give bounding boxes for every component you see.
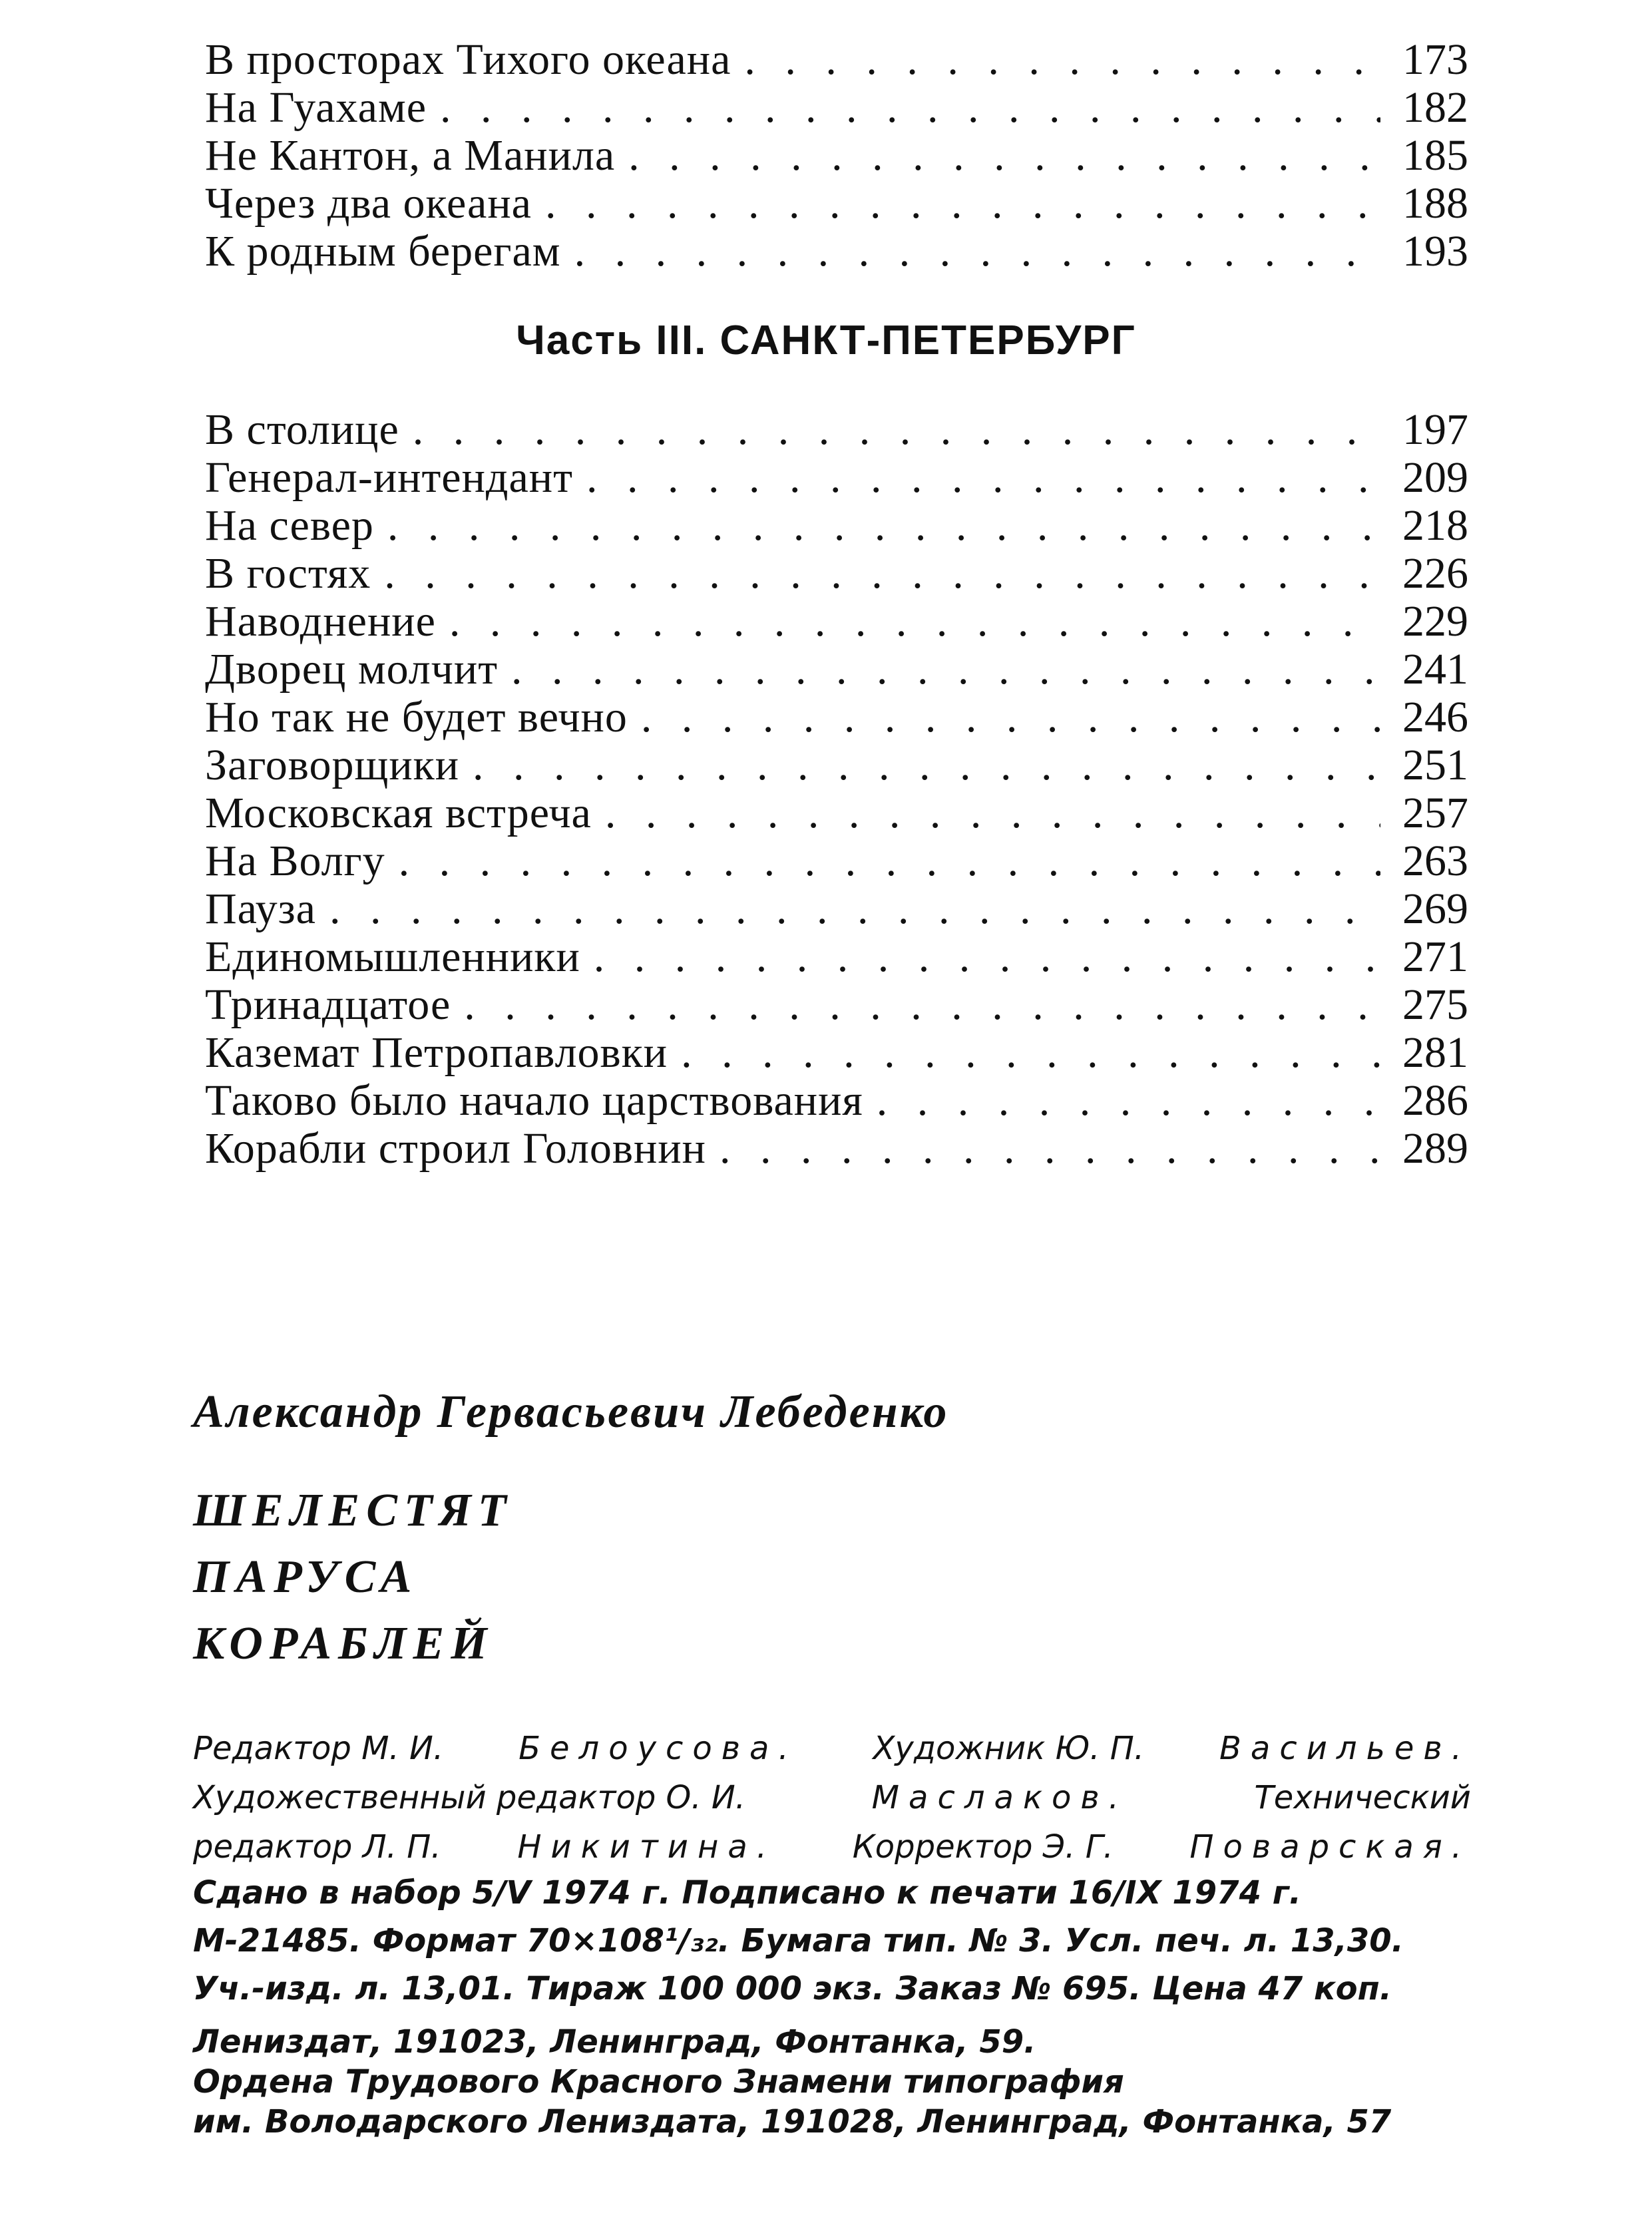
- toc-entry-title: Через два океана: [205, 179, 532, 228]
- toc-entry-page: 197: [1402, 405, 1468, 454]
- toc-entry: [205, 981, 1468, 1029]
- credits-name: Никитина.: [517, 1828, 776, 1866]
- toc-leader-dots: [720, 1125, 1380, 1173]
- toc-entry: [205, 1077, 1468, 1125]
- toc-entry: [205, 406, 1468, 454]
- toc-entry: [205, 36, 1468, 84]
- toc-entry: [205, 228, 1468, 276]
- toc-entry: [205, 646, 1468, 694]
- print-details-line: М-21485. Формат 70×108¹/₃₂. Бумага тип. № 3. Усл. печ. л. 13,30.: [193, 1922, 1404, 1959]
- toc-entry-page: 188: [1402, 179, 1468, 228]
- toc-entry: [205, 789, 1468, 837]
- toc-entry: [205, 933, 1468, 981]
- toc-entry-title: К родным берегам: [205, 227, 561, 276]
- publisher-line: им. Володарского Лениздата, 191028, Ленинград, Фонтанка, 57: [193, 2103, 1392, 2140]
- author-name: Александр Гервасьевич Лебеденко: [193, 1386, 949, 1438]
- credits-text: редактор Л. П.: [193, 1828, 441, 1866]
- toc-entry: [205, 502, 1468, 550]
- toc-leader-dots: [586, 454, 1380, 502]
- toc-leader-dots: [464, 981, 1380, 1029]
- part-heading: Часть III. САНКТ-ПЕТЕРБУРГ: [516, 317, 1136, 363]
- credits-text: Художник Ю. П.: [873, 1730, 1145, 1767]
- toc-leader-dots: [641, 694, 1380, 741]
- toc-entry: [205, 1029, 1468, 1077]
- toc-leader-dots: [449, 598, 1380, 646]
- credits-name: Васильев.: [1219, 1730, 1471, 1767]
- credits-text: Корректор Э. Г.: [852, 1828, 1114, 1866]
- toc-entry-page: 229: [1402, 597, 1468, 646]
- toc-entry: [205, 84, 1468, 132]
- toc-entry-title: Корабли строил Головнин: [205, 1124, 706, 1173]
- toc-entry-page: 218: [1402, 501, 1468, 550]
- toc-entry-title: Пауза: [205, 885, 316, 933]
- toc-leader-dots: [511, 646, 1380, 694]
- toc-entry-page: 263: [1402, 837, 1468, 885]
- editorial-credits: [193, 1724, 1471, 1872]
- toc-entry-page: 286: [1402, 1076, 1468, 1125]
- toc-leader-dots: [744, 36, 1380, 84]
- print-details: [193, 1869, 1471, 2013]
- toc-leader-dots: [399, 837, 1380, 885]
- toc-entry-title: Генерал-интендант: [205, 453, 573, 502]
- toc-list-part-2: [205, 36, 1468, 276]
- toc-entry-page: 182: [1402, 83, 1468, 132]
- toc-entry-title: Московская встреча: [205, 789, 592, 837]
- credits-text: Художественный редактор О. И.: [193, 1779, 746, 1816]
- toc-leader-dots: [574, 228, 1380, 276]
- toc-entry-page: 209: [1402, 453, 1468, 502]
- toc-leader-dots: [594, 933, 1380, 981]
- toc-entry-page: 193: [1402, 227, 1468, 276]
- toc-entry: [205, 885, 1468, 933]
- credits-name: Маслаков.: [871, 1779, 1128, 1816]
- toc-entry-title: На север: [205, 501, 374, 550]
- book-title: [193, 1478, 513, 1677]
- publisher-line: Ордена Трудового Красного Знамени типография: [193, 2063, 1124, 2101]
- toc-leader-dots: [413, 406, 1380, 454]
- toc-entry-title: Каземат Петропавловки: [205, 1028, 668, 1077]
- toc-entry: [205, 454, 1468, 502]
- toc-entry: [205, 550, 1468, 598]
- toc-entry-title: Единомышленники: [205, 932, 580, 981]
- toc-entry: [205, 694, 1468, 741]
- toc-entry-page: 251: [1402, 741, 1468, 789]
- toc-leader-dots: [387, 502, 1380, 550]
- book-title-line: КОРАБЛЕЙ: [193, 1618, 494, 1669]
- credits-line: [193, 1822, 1471, 1872]
- toc-entry-title: На Волгу: [205, 837, 385, 885]
- toc-entry-title: В просторах Тихого океана: [205, 35, 731, 84]
- toc-entry-title: Заговорщики: [205, 741, 460, 789]
- toc-entry-title: Тринадцатое: [205, 980, 451, 1029]
- toc-leader-dots: [384, 550, 1380, 598]
- toc-entry-page: 185: [1402, 131, 1468, 180]
- toc-entry-title: В столице: [205, 405, 399, 454]
- toc-entry-page: 226: [1402, 549, 1468, 598]
- publisher-info: [193, 2022, 1471, 2142]
- toc-entry-page: 275: [1402, 980, 1468, 1029]
- credits-text: Редактор М. И.: [193, 1730, 444, 1767]
- book-title-line: ШЕЛЕСТЯТ: [193, 1485, 513, 1536]
- toc-leader-dots: [440, 84, 1380, 132]
- print-details-line: Уч.-изд. л. 13,01. Тираж 100 000 экз. Заказ № 695. Цена 47 коп.: [193, 1970, 1392, 2007]
- print-details-line: Сдано в набор 5/V 1974 г. Подписано к печати 16/IX 1974 г.: [193, 1874, 1301, 1911]
- book-title-line: ПАРУСА: [193, 1551, 419, 1603]
- toc-entry-page: 246: [1402, 693, 1468, 741]
- toc-entry-title: На Гуахаме: [205, 83, 427, 132]
- toc-leader-dots: [605, 789, 1380, 837]
- toc-leader-dots: [681, 1029, 1380, 1077]
- toc-entry: [205, 1125, 1468, 1173]
- toc-entry-title: В гостях: [205, 549, 371, 598]
- publisher-line: Лениздат, 191023, Ленинград, Фонтанка, 59.: [193, 2023, 1036, 2061]
- toc-entry: [205, 741, 1468, 789]
- toc-entry: [205, 598, 1468, 646]
- credits-line: [193, 1724, 1471, 1773]
- toc-entry-title: Наводнение: [205, 597, 436, 646]
- toc-entry-page: 173: [1402, 35, 1468, 84]
- toc-entry-page: 281: [1402, 1028, 1468, 1077]
- toc-leader-dots: [473, 741, 1380, 789]
- credits-name: Белоусова.: [518, 1730, 798, 1767]
- toc-entry-page: 241: [1402, 645, 1468, 694]
- toc-entry: [205, 837, 1468, 885]
- toc-entry-title: Дворец молчит: [205, 645, 499, 694]
- toc-list-part-3: [205, 406, 1468, 1173]
- credits-line: [193, 1773, 1471, 1822]
- toc-entry-page: 271: [1402, 932, 1468, 981]
- toc-entry-title: Таково было начало царствования: [205, 1076, 863, 1125]
- toc-entry-title: Не Кантон, а Манила: [205, 131, 616, 180]
- toc-leader-dots: [545, 180, 1380, 228]
- toc-leader-dots: [329, 885, 1380, 933]
- toc-entry: [205, 132, 1468, 180]
- credits-text: Технический: [1254, 1779, 1471, 1816]
- toc-entry-page: 289: [1402, 1124, 1468, 1173]
- toc-leader-dots: [877, 1077, 1380, 1125]
- toc-entry-page: 269: [1402, 885, 1468, 933]
- toc-entry: [205, 180, 1468, 228]
- toc-entry-title: Но так не будет вечно: [205, 693, 628, 741]
- toc-leader-dots: [628, 132, 1380, 180]
- toc-entry-page: 257: [1402, 789, 1468, 837]
- credits-name: Поварская.: [1189, 1828, 1471, 1866]
